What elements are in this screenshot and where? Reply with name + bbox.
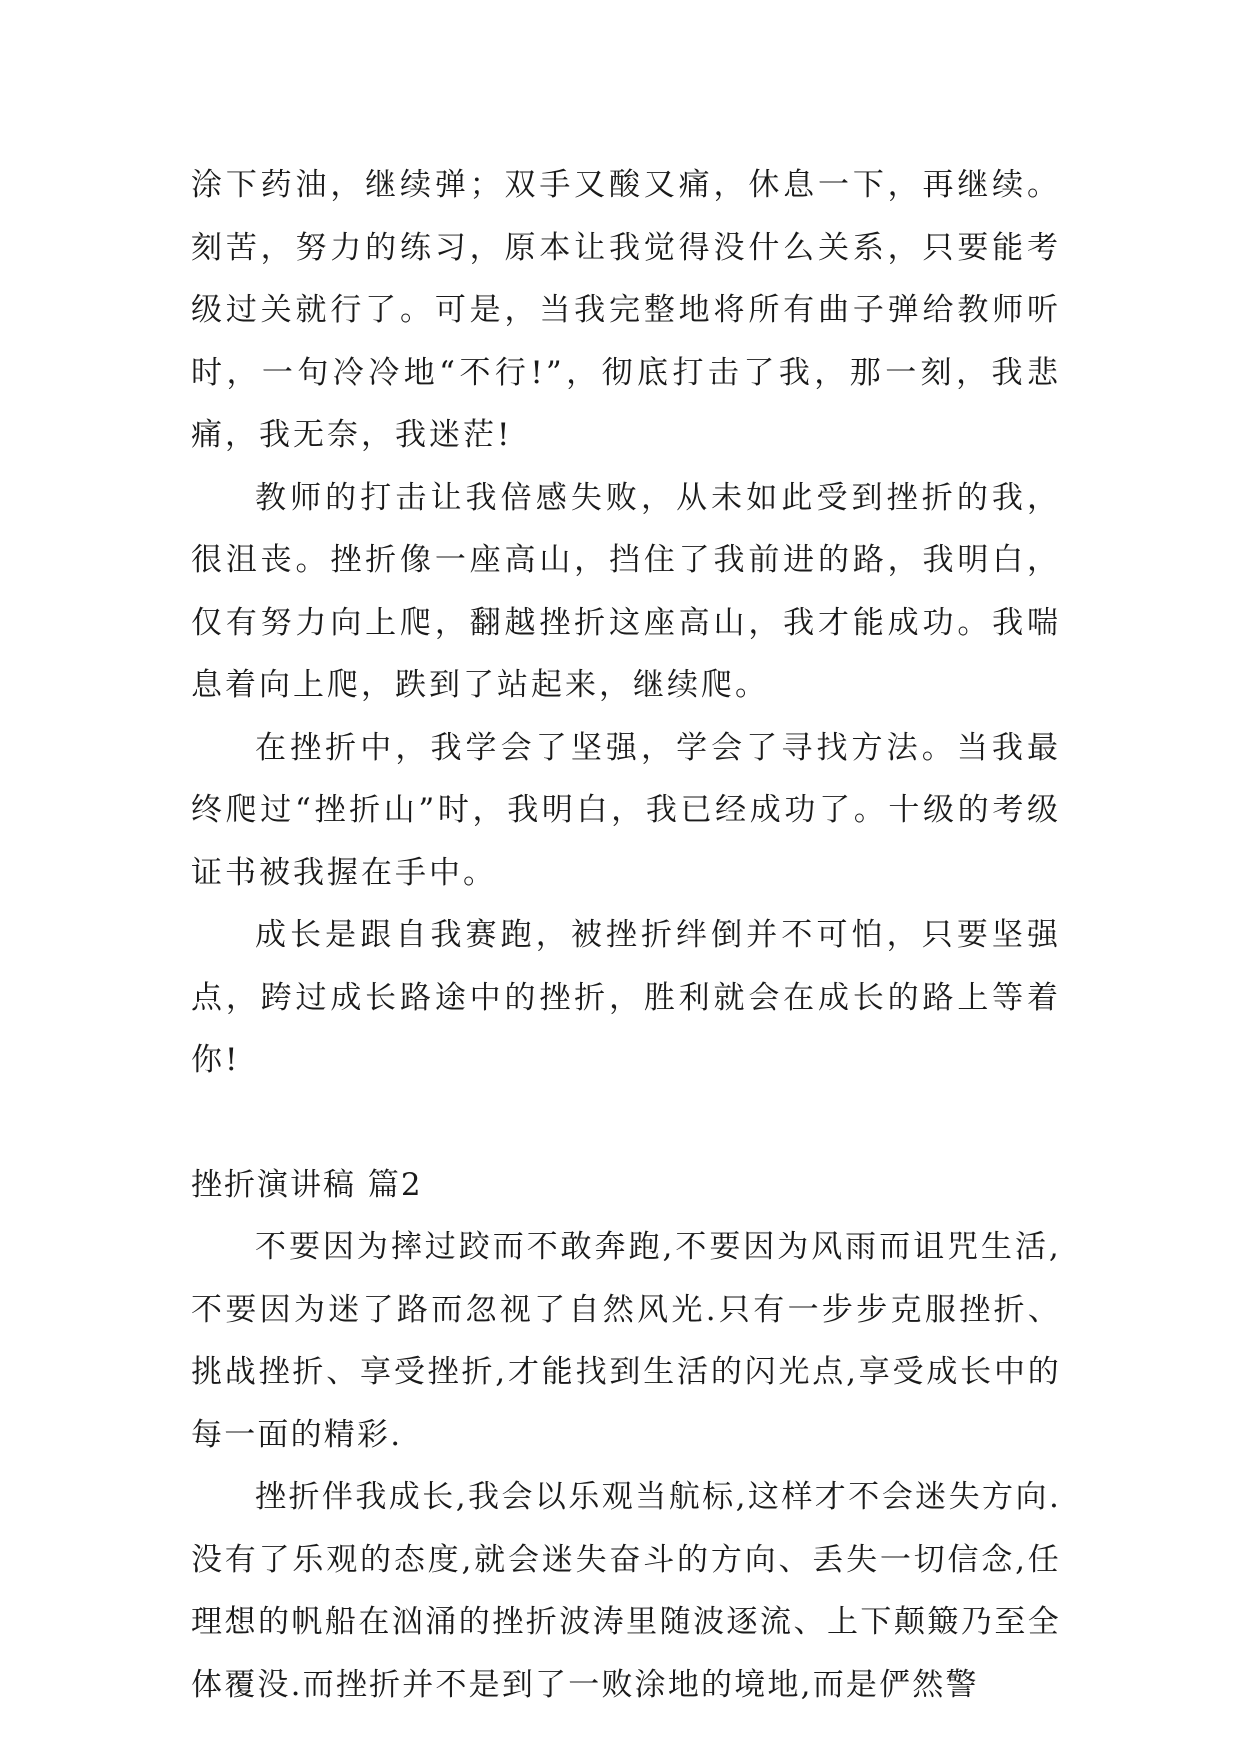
- document-body: [191, 154, 1061, 1716]
- paragraph: 成长是跟自我赛跑，被挫折绊倒并不可怕，只要坚强点，跨过成长路途中的挫折，胜利就会在成长的路上等着你!: [191, 917, 1061, 1078]
- paragraph: 在挫折中，我学会了坚强，学会了寻找方法。当我最终爬过“挫折山”时，我明白，我已经成功了。十级的考级证书被我握在手中。: [191, 729, 1061, 891]
- paragraph: 挫折伴我成长,我会以乐观当航标,这样才不会迷失方向.没有了乐观的态度,就会迷失奋斗的方向、丢失一切信念,任理想的帆船在汹涌的挫折波涛里随波逐流、上下颠簸乃至全体覆没.而挫折并不是到了一败涂地的境地,而是俨然警: [191, 1479, 1061, 1703]
- paragraph: 教师的打击让我倍感失败，从未如此受到挫折的我，很沮丧。挫折像一座高山，挡住了我前进的路，我明白，仅有努力向上爬，翻越挫折这座高山，我才能成功。我喘息着向上爬，跌到了站起来，继续爬。: [191, 479, 1061, 703]
- paragraph-continued: 涂下药油，继续弹；双手又酸又痛，休息一下，再继续。刻苦，努力的练习，原本让我觉得没什么关系，只要能考级过关就行了。可是，当我完整地将所有曲子弹给教师听时，一句冷冷地“不行!”，彻底打击了我，那一刻，我悲痛，我无奈，我迷茫!: [191, 167, 1061, 453]
- paragraph: 不要因为摔过跤而不敢奔跑,不要因为风雨而诅咒生活,不要因为迷了路而忽视了自然风光.只有一步步克服挫折、挑战挫折、享受挫折,才能找到生活的闪光点,享受成长中的每一面的精彩.: [191, 1229, 1061, 1453]
- section-heading: 挫折演讲稿 篇2: [191, 1166, 423, 1203]
